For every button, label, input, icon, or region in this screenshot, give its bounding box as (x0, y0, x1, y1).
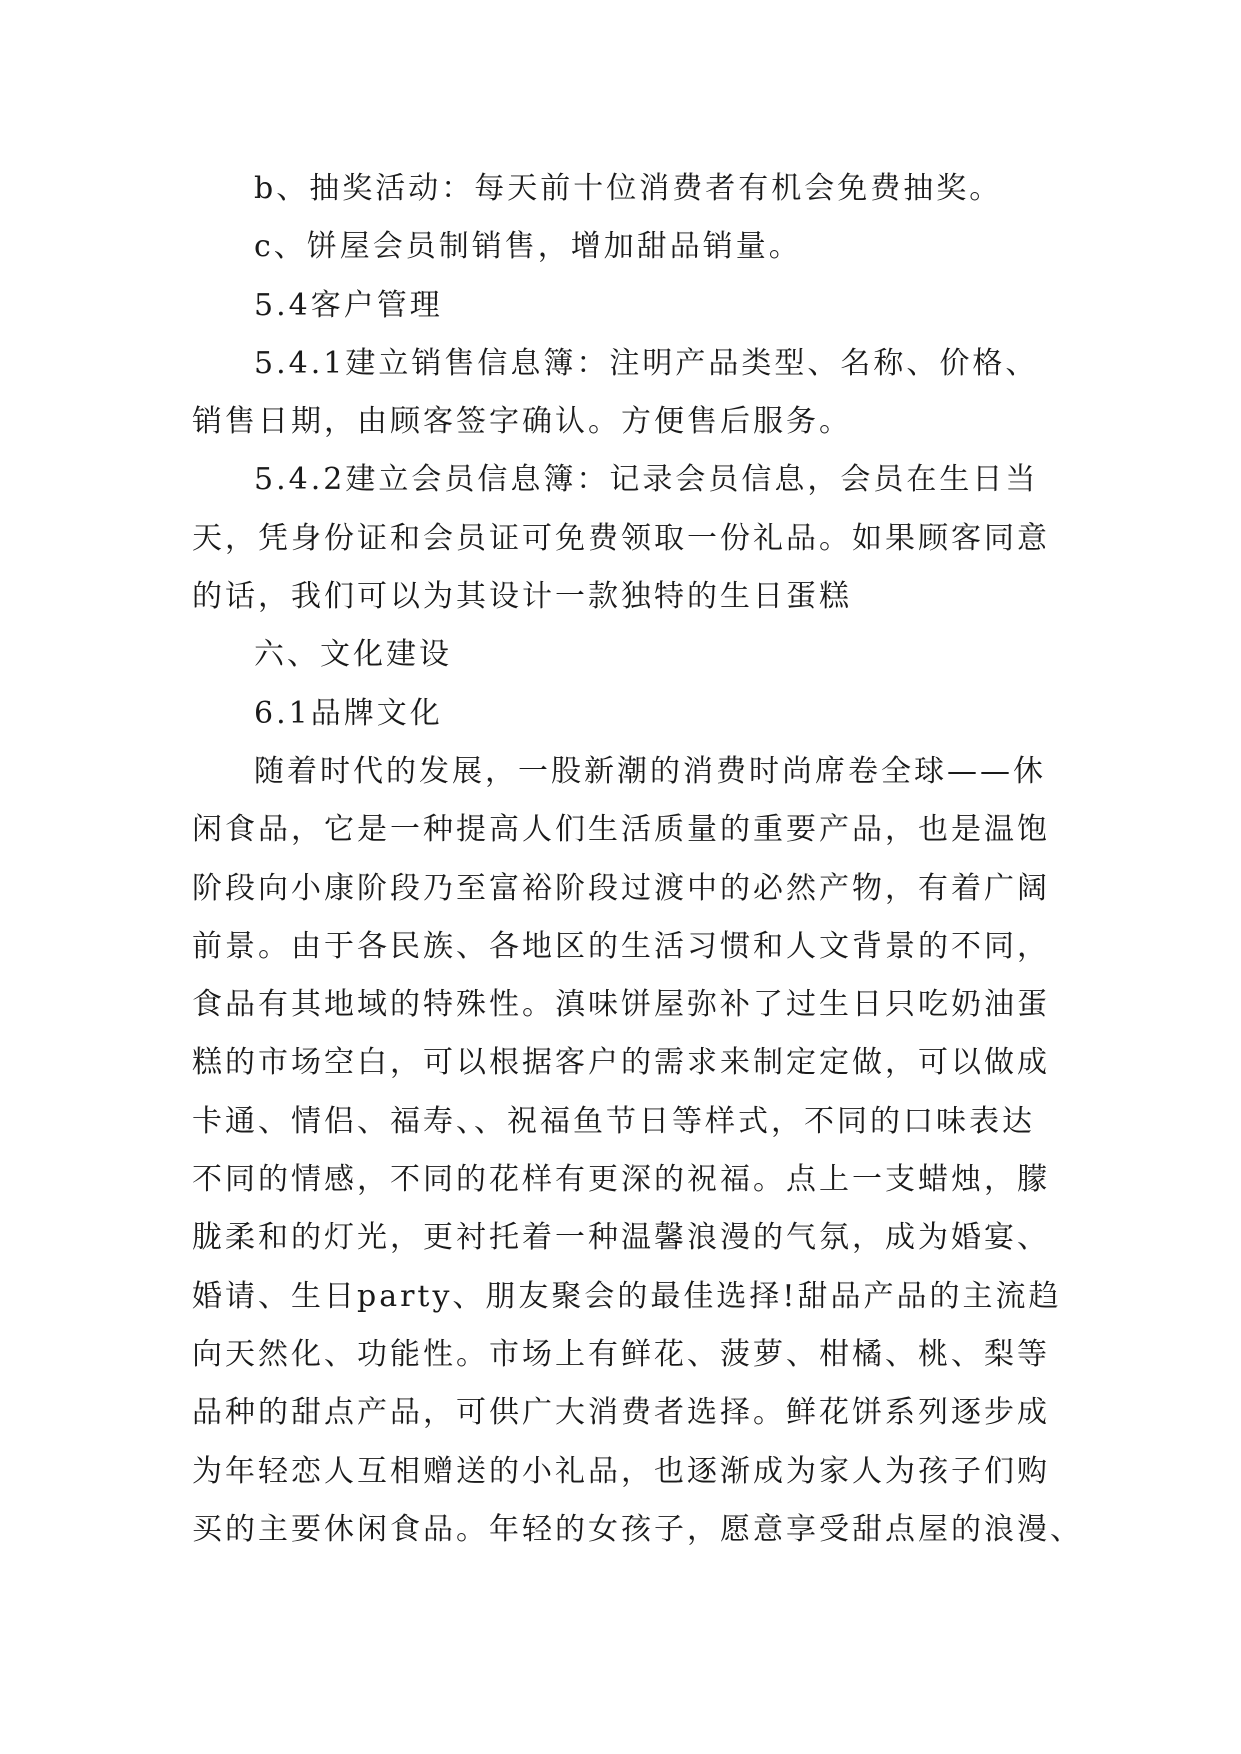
document-body (192, 160, 1083, 1559)
text-line: 阶段向小康阶段乃至富裕阶段过渡中的必然产物，有着广阔 (192, 870, 1050, 906)
text-line: 销售日期，由顾客签字确认。方便售后服务。 (192, 404, 852, 440)
text-line: 为年轻恋人互相赠送的小礼品，也逐渐成为家人为孩子们购 (192, 1453, 1050, 1489)
text-line: 的话，我们可以为其设计一款独特的生日蛋糕 (192, 579, 852, 615)
text-line: 胧柔和的灯光，更衬托着一种温馨浪漫的气氛，成为婚宴、 (192, 1220, 1050, 1256)
text-line: 天，凭身份证和会员证可免费领取一份礼品。如果顾客同意 (192, 520, 1050, 556)
text-line: b、抽奖活动：每天前十位消费者有机会免费抽奖。 (254, 171, 1003, 206)
text-line: 糕的市场空白，可以根据客户的需求来制定定做，可以做成 (192, 1045, 1050, 1081)
text-line: 向天然化、功能性。市场上有鲜花、菠萝、柑橘、桃、梨等 (192, 1336, 1050, 1372)
text-line: 不同的情感，不同的花样有更深的祝福。点上一支蜡烛，朦 (192, 1162, 1050, 1198)
text-line: 5.4.2建立会员信息簿：记录会员信息，会员在生日当 (254, 462, 1039, 498)
text-line: 随着时代的发展，一股新潮的消费时尚席卷全球——休 (254, 753, 1046, 789)
section-heading: 6.1品牌文化 (254, 695, 443, 731)
chapter-heading: 六、文化建设 (254, 637, 452, 673)
text-line: 食品有其地域的特殊性。滇味饼屋弥补了过生日只吃奶油蛋 (192, 987, 1050, 1023)
text-line: 品种的甜点产品，可供广大消费者选择。鲜花饼系列逐步成 (192, 1395, 1050, 1431)
text-line: 买的主要休闲食品。年轻的女孩子，愿意享受甜点屋的浪漫、 (192, 1511, 1083, 1547)
text-line: 闲食品，它是一种提高人们生活质量的重要产品，也是温饱 (192, 812, 1050, 848)
text-line: 5.4.1建立销售信息簿：注明产品类型、名称、价格、 (254, 345, 1039, 381)
text-line: c、饼屋会员制销售，增加甜品销量。 (254, 229, 802, 265)
text-line: 卡通、情侣、福寿、、祝福鱼节日等样式，不同的口味表达 (192, 1103, 1035, 1139)
text-line: 前景。由于各民族、各地区的生活习惯和人文背景的不同， (192, 928, 1050, 964)
text-line: 婚请、生日party、朋友聚会的最佳选择!甜品产品的主流趋 (192, 1278, 1062, 1314)
section-heading: 5.4客户管理 (254, 287, 443, 323)
